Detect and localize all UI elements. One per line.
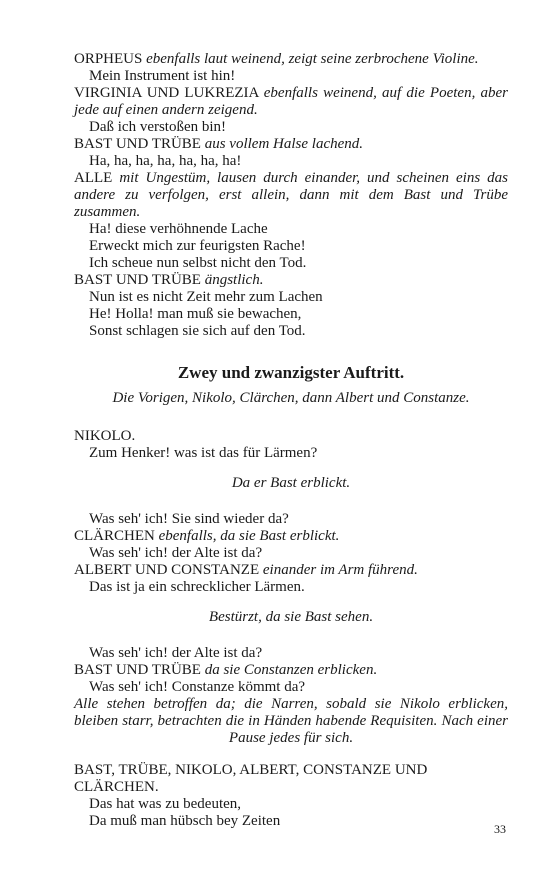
- speaker-line: BAST, TRÜBE, NIKOLO, ALBERT, CONSTANZE UND CLÄRCHEN.: [74, 762, 428, 795]
- stage-direction: ebenfalls weinend, auf die Poeten, aber jede auf einen andern zeigend.: [74, 85, 509, 118]
- verse-line: He! Holla! man muß sie bewachen,: [89, 306, 302, 322]
- text-block: [74, 51, 508, 830]
- speaker-line: [74, 662, 508, 679]
- stage-direction: mit Ungestüm, lausen durch einander, und scheinen eins das andere zu verfolgen, erst allein, dann mit dem Bast und Trübe zusammen.: [74, 170, 509, 220]
- speaker-line: [74, 85, 508, 119]
- speaker-name: ORPHEUS: [74, 51, 143, 67]
- speaker-line: [74, 562, 508, 579]
- verse-line: Erweckt mich zur feurigsten Rache!: [89, 238, 306, 254]
- verse-line: Was seh' ich! der Alte ist da?: [89, 545, 263, 561]
- speaker-name: BAST UND TRÜBE: [74, 136, 201, 152]
- speaker-line: [74, 428, 508, 445]
- verse-line: Ich scheue nun selbst nicht den Tod.: [89, 255, 307, 271]
- verse-line: Was seh' ich! der Alte ist da?: [89, 645, 263, 661]
- speaker-name: CLÄRCHEN: [74, 528, 155, 544]
- verse-line: Nun ist es nicht Zeit mehr zum Lachen: [89, 289, 323, 305]
- speaker-line: [74, 528, 508, 545]
- verse-line: Ha! diese verhöhnende Lache: [89, 221, 268, 237]
- verse-line: Ha, ha, ha, ha, ha, ha, ha!: [89, 153, 242, 169]
- speaker-name: VIRGINIA UND LUKREZIA: [74, 85, 259, 101]
- verse-line: Das ist ja ein schrecklicher Lärmen.: [89, 579, 305, 595]
- page-number: 33: [494, 822, 506, 836]
- speaker-name: NIKOLO.: [74, 428, 136, 444]
- verse-line: Das hat was zu bedeuten,: [89, 796, 242, 812]
- verse-line: Was seh' ich! Constanze kömmt da?: [89, 679, 306, 695]
- stage-direction: da sie Constanzen erblicken.: [204, 662, 378, 678]
- scene-heading: Zwey und zwanzigster Auftritt.: [177, 363, 405, 382]
- speaker-name: ALLE: [74, 170, 113, 186]
- verse-line: Da muß man hübsch bey Zeiten: [89, 813, 281, 829]
- speaker-name: BAST UND TRÜBE: [74, 272, 201, 288]
- verse-line: Mein Instrument ist hin!: [89, 68, 236, 84]
- stage-direction: ebenfalls, da sie Bast erblickt.: [158, 528, 340, 544]
- stage-direction: einander im Arm führend.: [262, 562, 418, 578]
- stage-direction-centered: Da er Bast erblickt.: [231, 475, 351, 491]
- stage-direction: ängstlich.: [204, 272, 264, 288]
- speaker-line: [74, 51, 508, 68]
- speaker-name: ALBERT UND CONSTANZE: [74, 562, 260, 578]
- scene-cast: Die Vorigen, Nikolo, Clärchen, dann Albert und Constanze.: [112, 390, 470, 406]
- stage-direction: ebenfalls laut weinend, zeigt seine zerbrochene Violine.: [146, 51, 479, 67]
- stage-direction-block: Alle stehen betroffen da; die Narren, sobald sie Nikolo erblicken, bleiben starr, betrachten die in Händen habende Requisiten. Nach einer Pause jedes für sich.: [74, 696, 508, 746]
- verse-line: Sonst schlagen sie sich auf den Tod.: [89, 323, 306, 339]
- stage-direction: aus vollem Halse lachend.: [204, 136, 364, 152]
- speaker-line: [74, 272, 508, 289]
- stage-direction-centered: Bestürzt, da sie Bast sehen.: [208, 609, 374, 625]
- verse-line: Daß ich verstoßen bin!: [89, 119, 227, 135]
- verse-line: Zum Henker! was ist das für Lärmen?: [89, 445, 318, 461]
- speaker-line: [74, 136, 508, 153]
- speaker-line: [74, 170, 508, 221]
- verse-line: Was seh' ich! Sie sind wieder da?: [89, 511, 289, 527]
- speaker-name: BAST UND TRÜBE: [74, 662, 201, 678]
